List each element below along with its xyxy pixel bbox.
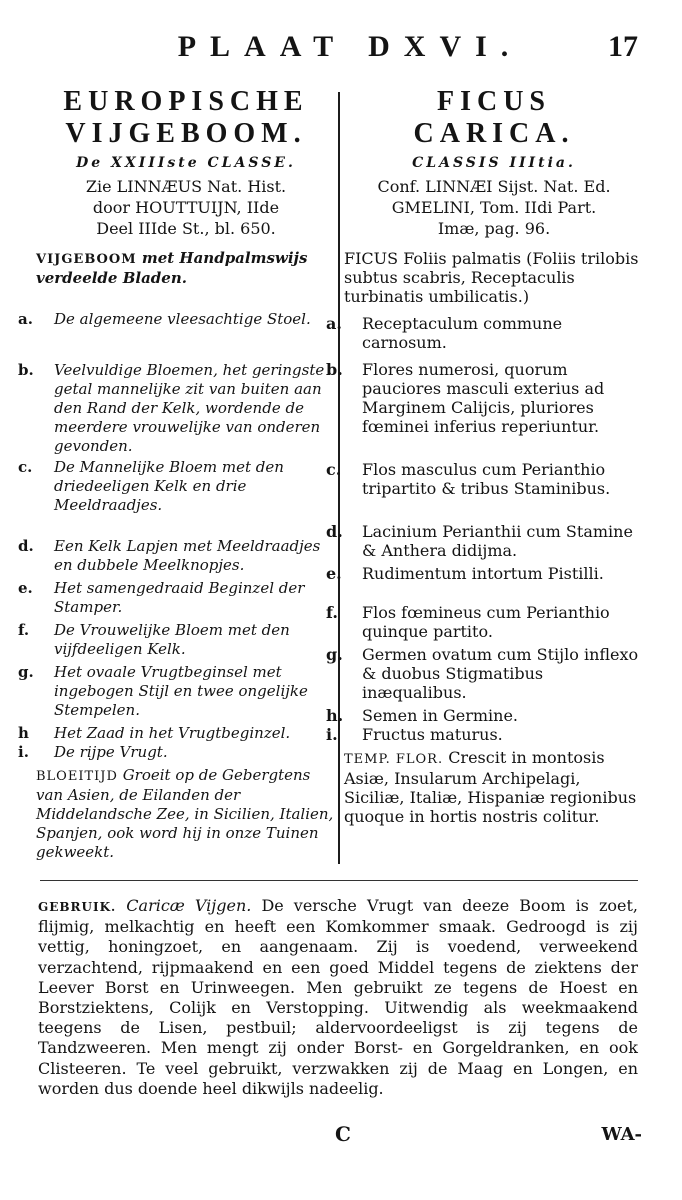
dutch-flowering-time: [36, 766, 336, 862]
dutch-title-line1: EUROPISCHE: [63, 86, 309, 117]
usage-lead: GEBRUIK.: [38, 900, 117, 914]
usage-paragraph: [38, 896, 638, 1099]
latin-ref-line3: Imæ, pag. 96.: [437, 219, 551, 238]
entry-letter: g.: [18, 663, 34, 681]
usage-text: De versche Vrugt van deeze Boom is zoet, flijmig, melkachtig en heeft een Komkommer smaak. Gedroogd is zij vettig, honingzoet, en aangenaam. Zij is voedend, verweekend verzachtend, rijpmaakend en een goed Middel tegens de ziektens der Leever Borst en Urinweegen. Men gebruikt ze tegens de Hoest en Borstziektens, Colijk en Verstopping. Uitwendig als weekmaakend teegens de Lisen, pestbuil; aldervoordeeligst is zij tegens de Tandzweeren. Men mengt zij onder Borst- en Gorgeldranken, en ook Clisteeren. Te veel gebruikt, verzwakken zij de Maag en Longen, en worden dus doende heel dikwijls nadeelig.: [38, 896, 639, 1098]
entry-text: Het samengedraaid Beginzel der Stamper.: [54, 579, 305, 616]
entry-text: De Vrouwelijke Bloem met den vijfdeeligen Kelk.: [54, 621, 290, 658]
dutch-entry-e: [18, 579, 336, 617]
dutch-ref-line3: Deel IIIde St., bl. 650.: [96, 219, 276, 238]
entry-text: Receptaculum commune carnosum.: [362, 314, 563, 352]
entry-letter: a.: [18, 310, 33, 328]
entry-letter: i.: [18, 743, 29, 761]
entry-text: Een Kelk Lapjen met Meeldraadjes en dubbele Meelknopjes.: [54, 537, 321, 574]
latin-entry-g: [326, 645, 644, 702]
dutch-ref-line2: door HOUTTUIJN, IIde: [92, 198, 280, 217]
entry-letter: b.: [326, 360, 343, 379]
entry-letter: c.: [326, 460, 342, 479]
dutch-entry-a: [18, 310, 336, 329]
entry-text: De algemeene vleesachtige Stoel.: [54, 310, 311, 328]
latin-entry-a: [326, 314, 644, 352]
entry-text: Fructus maturus.: [362, 725, 503, 744]
page-number: 17: [608, 30, 638, 63]
entry-letter: i.: [326, 725, 338, 744]
entry-text: Germen ovatum cum Stijlo inflexo & duobus Stigmatibus inæqualibus.: [362, 645, 639, 702]
dutch-entry-b: [18, 361, 336, 456]
latin-ref-line2: GMELINI, Tom. IIdi Part.: [391, 198, 597, 217]
latin-entry-d: [326, 522, 644, 560]
latin-entry-c: [326, 460, 644, 498]
entry-text: Flores numerosi, quorum pauciores masculi exterius ad Marginem Calijcis, pluriores fœminei inferius reperiuntur.: [362, 360, 605, 436]
dutch-title-line2: VIJGEBOOM.: [65, 118, 307, 149]
dutch-species-lead: VIJGEBOOM: [36, 252, 137, 267]
latin-entry-e: [326, 564, 644, 583]
latin-entry-b: [326, 360, 644, 436]
latin-class-line: CLASSIS IIItia.: [412, 155, 576, 171]
entry-text: Lacinium Perianthii cum Stamine & Anthera didijma.: [362, 522, 633, 560]
dutch-entry-h: [18, 724, 336, 743]
dutch-species-name: [36, 249, 336, 288]
latin-entry-h: [326, 706, 644, 725]
temp-flor-text: Crescit in montosis Asiæ, Insularum Archipelagi, Siciliæ, Italiæ, Hispaniæ regionibus quoque in hortis nostris colitur.: [344, 748, 637, 826]
signature-mark: C: [335, 1122, 351, 1146]
dutch-ref-line1: Zie LINNÆUS Nat. Hist.: [85, 177, 287, 196]
entry-letter: b.: [18, 361, 34, 379]
entry-text: Veelvuldige Bloemen, het geringste getal mannelijke zit van buiten aan den Rand der Kelk, wordende de meerdere vrouwelijke van onderen gevonden.: [54, 361, 325, 455]
latin-entry-list: [326, 314, 644, 826]
entry-letter: e.: [18, 579, 33, 597]
entry-text: De rijpe Vrugt.: [54, 743, 168, 761]
entry-text: Flos fœmineus cum Perianthio quinque partito.: [362, 603, 610, 641]
dutch-species-text: met Handpalmswijs verdeelde Bladen.: [36, 249, 308, 287]
latin-ref-line1: Conf. LINNÆI Sijst. Nat. Ed.: [377, 177, 611, 196]
entry-letter: d.: [326, 522, 343, 541]
entry-letter: e.: [326, 564, 342, 583]
latin-column: [326, 86, 644, 826]
plate-heading: PLAAT DXVI.: [177, 30, 523, 63]
entry-letter: f.: [18, 621, 30, 639]
dutch-class-line: De XXIIIste CLASSE.: [76, 155, 296, 171]
latin-reference: [344, 176, 644, 239]
temp-flor-lead: TEMP. FLOR.: [344, 752, 444, 767]
latin-species-name: FICUS Foliis palmatis (Foliis trilobis subtus scabris, Receptaculis turbinatis umbilicatis.): [344, 249, 639, 306]
entry-letter: a.: [326, 314, 342, 333]
latin-title-line1: FICUS: [436, 86, 551, 117]
dutch-entry-i: [18, 743, 336, 762]
entry-text: Het ovaale Vrugtbeginsel met ingebogen Stijl en twee ongelijke Stempelen.: [54, 663, 308, 719]
dutch-entry-f: [18, 621, 336, 659]
entry-text: Rudimentum intortum Pistilli.: [362, 564, 604, 583]
latin-entry-f: [326, 603, 644, 641]
dutch-entry-g: [18, 663, 336, 720]
entry-letter: h.: [326, 706, 344, 725]
entry-letter: d.: [18, 537, 34, 555]
usage-term: Caricæ Vijgen.: [126, 896, 252, 915]
dutch-reference: [36, 176, 336, 239]
dutch-entry-d: [18, 537, 336, 575]
entry-letter: c.: [18, 458, 33, 476]
section-rule: [40, 880, 638, 881]
entry-text: De Mannelijke Bloem met den driedeeligen Kelk en drie Meeldraadjes.: [54, 458, 284, 514]
dutch-entry-list: [18, 310, 336, 862]
entry-text: Het Zaad in het Vrugtbeginzel.: [54, 724, 291, 742]
latin-entry-i: [326, 725, 644, 744]
entry-text: Semen in Germine.: [362, 706, 519, 725]
catchword: WA-: [601, 1124, 642, 1145]
entry-letter: f.: [326, 603, 338, 622]
entry-letter: h: [18, 724, 29, 742]
latin-flowering-time: [344, 748, 644, 826]
entry-text: Flos masculus cum Perianthio tripartito & tribus Staminibus.: [362, 460, 611, 498]
dutch-entry-c: [18, 458, 336, 515]
flowering-lead: BLOEITIJD: [36, 769, 118, 784]
dutch-column: [18, 86, 336, 862]
latin-title-line2: CARICA.: [413, 118, 575, 149]
entry-letter: g.: [326, 645, 343, 664]
flowering-text: Groeit op de Gebergtens van Asien, de Eilanden der Middelandsche Zee, in Sicilien, Italien, Spanjen, ook word hij in onze Tuinen gekweekt.: [36, 766, 334, 861]
